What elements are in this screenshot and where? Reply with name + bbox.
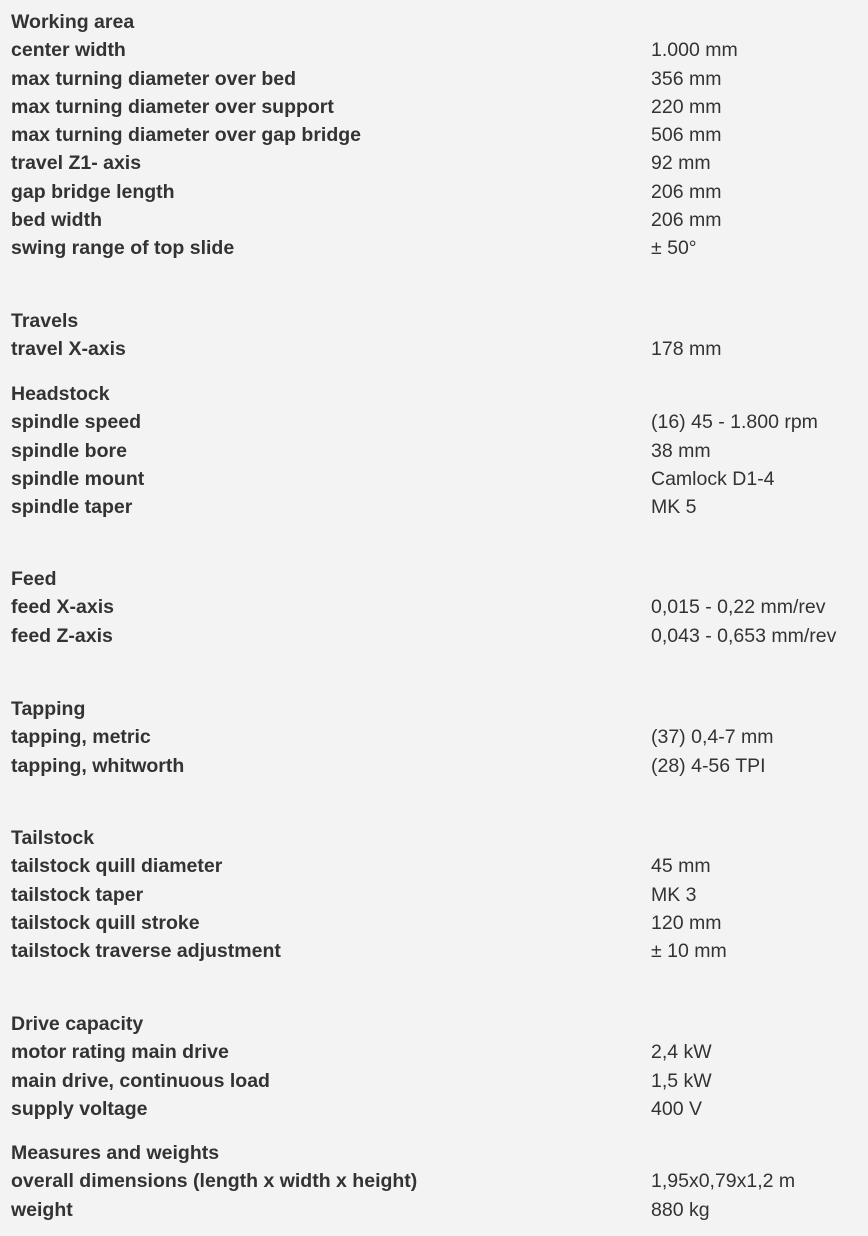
spec-value: (37) 0,4-7 mm: [651, 726, 774, 749]
section-travels: [11, 307, 861, 364]
spec-label: max turning diameter over support: [11, 95, 334, 118]
spec-row: [11, 1196, 861, 1224]
spec-label: spindle bore: [11, 439, 127, 462]
spec-label: tailstock quill stroke: [11, 911, 200, 934]
spec-row: [11, 234, 861, 262]
spec-row: [11, 65, 861, 93]
spec-row: [11, 1067, 861, 1095]
spec-label: tailstock quill diameter: [11, 855, 223, 878]
spec-value: 178 mm: [651, 338, 722, 361]
spec-row: [11, 593, 861, 621]
spec-row: [11, 622, 861, 650]
spec-row: [11, 178, 861, 206]
spec-row: [11, 937, 861, 965]
section-working-area: [11, 8, 861, 263]
spec-label: main drive, continuous load: [11, 1069, 270, 1092]
spec-row: [11, 93, 861, 121]
spec-label: gap bridge length: [11, 180, 175, 203]
section-tailstock: [11, 824, 861, 965]
section-title: Headstock: [11, 383, 110, 405]
spec-value: Camlock D1-4: [651, 467, 775, 490]
spec-value: ± 50°: [651, 237, 697, 260]
spec-value: 0,015 - 0,22 mm/rev: [651, 596, 826, 619]
spec-value: 120 mm: [651, 911, 722, 934]
spec-value: (28) 4-56 TPI: [651, 754, 766, 777]
spec-value: 880 kg: [651, 1198, 710, 1221]
spec-value: 92 mm: [651, 152, 711, 175]
spec-value: 1,5 kW: [651, 1069, 712, 1092]
section-title: Drive capacity: [11, 1013, 144, 1035]
section-title: Tailstock: [11, 827, 95, 849]
spec-row: [11, 36, 861, 64]
section-title: Measures and weights: [11, 1142, 220, 1164]
spec-label: tapping, metric: [11, 726, 151, 749]
spec-label: max turning diameter over gap bridge: [11, 124, 361, 147]
spec-label: travel X-axis: [11, 338, 126, 361]
spec-label: weight: [11, 1198, 73, 1221]
spec-row: [11, 852, 861, 880]
spec-label: spindle taper: [11, 496, 133, 519]
spec-label: max turning diameter over bed: [11, 67, 296, 90]
section-drive-capacity: [11, 1010, 861, 1123]
section-title: Tapping: [11, 698, 86, 720]
spec-value: 206 mm: [651, 180, 722, 203]
spec-value: 1.000 mm: [651, 39, 738, 62]
spec-value: 506 mm: [651, 124, 722, 147]
spec-row: [11, 335, 861, 363]
spec-label: feed X-axis: [11, 596, 114, 619]
spec-label: spindle mount: [11, 467, 145, 490]
section-measures-and-weights: [11, 1139, 861, 1224]
section-headstock: [11, 380, 861, 521]
spec-label: overall dimensions (length x width x height): [11, 1170, 418, 1193]
spec-row: [11, 881, 861, 909]
spec-label: spindle speed: [11, 411, 142, 434]
spec-row: [11, 206, 861, 234]
spec-row: [11, 1038, 861, 1066]
spec-row: [11, 909, 861, 937]
spec-row: [11, 752, 861, 780]
spec-label: travel Z1- axis: [11, 152, 142, 175]
spec-value: 400 V: [651, 1097, 702, 1120]
spec-label: swing range of top slide: [11, 237, 235, 260]
spec-label: tailstock traverse adjustment: [11, 940, 281, 963]
spec-label: supply voltage: [11, 1097, 148, 1120]
spec-value: 45 mm: [651, 855, 711, 878]
spec-value: 356 mm: [651, 67, 722, 90]
spec-value: (16) 45 - 1.800 rpm: [651, 411, 818, 434]
spec-value: 2,4 kW: [651, 1041, 712, 1064]
spec-value: MK 5: [651, 496, 697, 519]
spec-value: 38 mm: [651, 439, 711, 462]
spec-label: tapping, whitworth: [11, 754, 185, 777]
spec-label: tailstock taper: [11, 883, 144, 906]
spec-row: [11, 723, 861, 751]
section-title: Working area: [11, 11, 135, 33]
spec-row: [11, 465, 861, 493]
spec-row: [11, 1167, 861, 1195]
section-title: Travels: [11, 310, 79, 332]
spec-value: 220 mm: [651, 95, 722, 118]
spec-row: [11, 149, 861, 177]
spec-label: motor rating main drive: [11, 1041, 229, 1064]
spec-row: [11, 437, 861, 465]
spec-row: [11, 493, 861, 521]
spec-label: feed Z-axis: [11, 624, 113, 647]
spec-value: 1,95x0,79x1,2 m: [651, 1170, 796, 1193]
section-tapping: [11, 695, 861, 780]
spec-value: MK 3: [651, 883, 697, 906]
spec-value: 206 mm: [651, 209, 722, 232]
section-feed: [11, 565, 861, 650]
spec-label: center width: [11, 39, 126, 62]
spec-value: ± 10 mm: [651, 940, 727, 963]
section-title: Feed: [11, 568, 57, 590]
spec-label: bed width: [11, 209, 102, 232]
spec-row: [11, 408, 861, 436]
spec-value: 0,043 - 0,653 mm/rev: [651, 624, 837, 647]
spec-row: [11, 121, 861, 149]
spec-row: [11, 1095, 861, 1123]
